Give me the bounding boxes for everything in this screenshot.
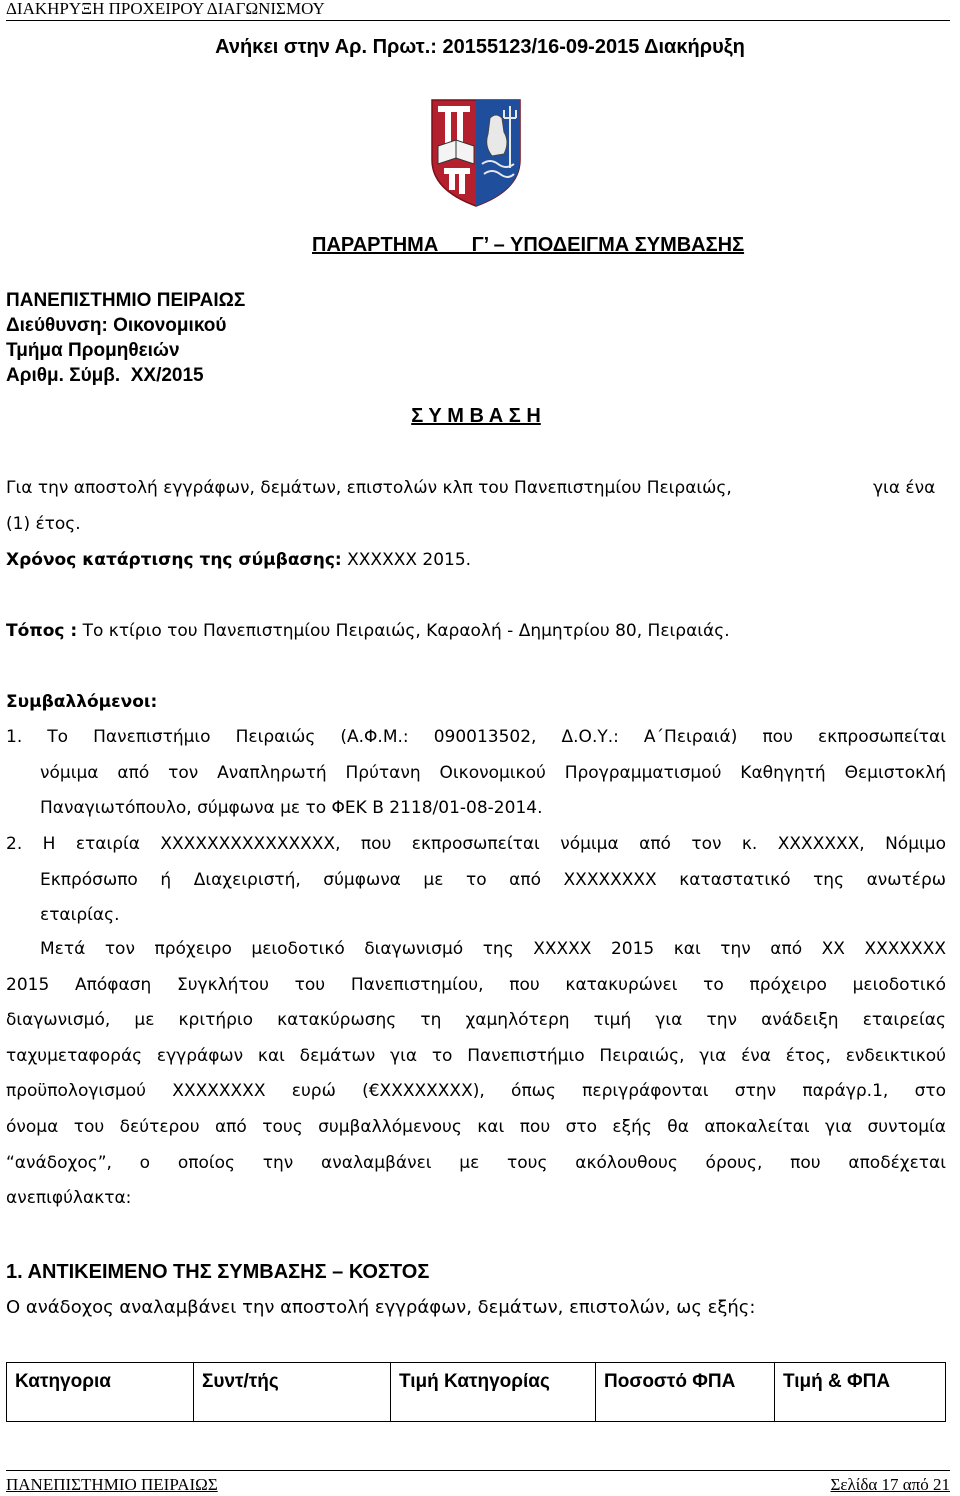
paragraph-line: “ανάδοχος”, ο οποίος την αναλαμβάνει με τους ακόλουθους όρους, που αποδέχεται — [6, 1152, 946, 1173]
category-table — [6, 1362, 946, 1422]
party-1-line-2: νόμιμα από τον Αναπληρωτή Πρύτανη Οικονομικού Προγραμματισμού Καθηγητή Θεμιστοκλή — [40, 763, 946, 783]
table-header-cell: Τιμή & ΦΠΑ — [775, 1363, 946, 1422]
party-2-line-2: Εκπρόσωπο ή Διαχειριστή, σύμφωνα με το από ΧΧΧΧΧΧΧΧ καταστατικό της ανωτέρω — [40, 870, 946, 890]
university-name: ΠΑΝΕΠΙΣΤΗΜΙΟ ΠΕΙΡΑΙΩΣ — [6, 290, 246, 311]
main-paragraph — [6, 932, 946, 1217]
section-1-heading: 1. ΑΝΤΙΚΕΙΜΕΝΟ ΤΗΣ ΣΥΜΒΑΣΗΣ – ΚΟΣΤΟΣ — [6, 1261, 430, 1283]
annex-title: ΠΑΡΑΡΤΗΜΑ Γ’ – ΥΠΟΔΕΙΓΜΑ ΣΥΜΒΑΣΗΣ — [312, 234, 745, 256]
party-2-line-3: εταιρίας. — [40, 905, 120, 925]
table-header-cell: Τιμή Κατηγορίας — [391, 1363, 596, 1422]
place-value: Το κτίριο του Πανεπιστημίου Πειραιώς, Καραολή - Δημητρίου 80, Πειραιάς. — [82, 621, 730, 641]
drafting-time-label: Χρόνος κατάρτισης της σύμβασης: — [6, 550, 342, 570]
paragraph-line: ταχυμεταφοράς εγγράφων και δεμάτων για το Πανεπιστήμιο Πειραιώς, για ένα έτος, ενδεικτικού — [6, 1045, 946, 1066]
party-1-line-1: 1. Το Πανεπιστήμιο Πειραιώς (Α.Φ.Μ.: 090013502, Δ.Ο.Υ.: Α΄Πειραιά) που εκπροσωπείται — [6, 727, 946, 747]
place-label: Τόπος : — [6, 621, 78, 641]
page-footer — [6, 1470, 950, 1495]
directorate: Διεύθυνση: Οικονομικού — [6, 315, 227, 336]
footer-page-number: Σελίδα 17 από 21 — [830, 1475, 950, 1494]
contract-number: Αριθμ. Σύμβ. ΧΧ/2015 — [6, 365, 204, 386]
document-title: Σ Υ Μ Β Α Σ Η — [411, 405, 541, 427]
table-header-cell: Ποσοστό ΦΠΑ — [596, 1363, 775, 1422]
party-1-line-3: Παναγιωτόπουλο, σύμφωνα με το ΦΕΚ Β 2118/01-08-2014. — [40, 798, 543, 818]
table-header-cell: Κατηγορια — [7, 1363, 194, 1422]
paragraph-line: Μετά τον πρόχειρο μειοδοτικό διαγωνισμό της ΧΧΧΧΧ 2015 και την από ΧΧ ΧΧΧΧΧΧΧ — [40, 939, 946, 959]
paragraph-line: προϋπολογισμού ΧΧΧΧΧΧΧΧ ευρώ (€ΧΧΧΧΧΧΧΧ), όπως περιγράφονται στην παράγρ.1, στο — [6, 1081, 946, 1102]
party-2-line-1: 2. Η εταιρία ΧΧΧΧΧΧΧΧΧΧΧΧΧΧΧ, που εκπροσωπείται νόμιμα από τον κ. ΧΧΧΧΧΧΧ, Νόμιμο — [6, 834, 946, 854]
drafting-time — [6, 550, 471, 570]
subject-line-1: Για την αποστολή εγγράφων, δεμάτων, επιστολών κλπ του Πανεπιστημίου Πειραιώς, — [6, 478, 732, 498]
drafting-time-value: ΧΧΧΧΧΧ 2015. — [347, 550, 472, 570]
department: Τμήμα Προμηθειών — [6, 340, 180, 361]
section-1-intro: Ο ανάδοχος αναλαμβάνει την αποστολή εγγράφων, δεμάτων, επιστολών, ως εξής: — [6, 1297, 756, 1318]
subject-line-2: (1) έτος. — [6, 514, 81, 534]
paragraph-line: 2015 Απόφαση Συγκλήτου του Πανεπιστημίου, που κατακυρώνει το πρόχειρο μειοδοτικό — [6, 974, 946, 995]
issuer-block — [6, 288, 245, 388]
contract-place — [6, 621, 730, 641]
parties-label: Συμβαλλόμενοι: — [6, 692, 158, 712]
footer-university: ΠΑΝΕΠΙΣΤΗΜΙΟ ΠΕΙΡΑΙΩΣ — [6, 1475, 218, 1494]
paragraph-line: όνομα του δεύτερου από τους συμβαλλόμενους και που στο εξής θα αποκαλείται για συντομία — [6, 1116, 946, 1137]
running-header: ΔΙΑΚΗΡΥΞΗ ΠΡΟΧΕΙΡΟΥ ΔΙΑΓΩΝΙΣΜΟΥ — [6, 0, 950, 21]
reference-line: Ανήκει στην Αρ. Πρωτ.: 20155123/16-09-2015 Διακήρυξη — [215, 36, 745, 58]
paragraph-line: ανεπιφύλακτα: — [6, 1188, 132, 1209]
university-crest-logo — [430, 98, 522, 208]
paragraph-line: διαγωνισμό, με κριτήριο κατακύρωσης τη χαμηλότερη τιμή για την ανάδειξη εταιρείας — [6, 1010, 946, 1031]
table-header-row — [7, 1363, 946, 1422]
subject-line-1-tail: για ένα — [873, 478, 936, 498]
table-header-cell: Συντ/τής — [194, 1363, 391, 1422]
